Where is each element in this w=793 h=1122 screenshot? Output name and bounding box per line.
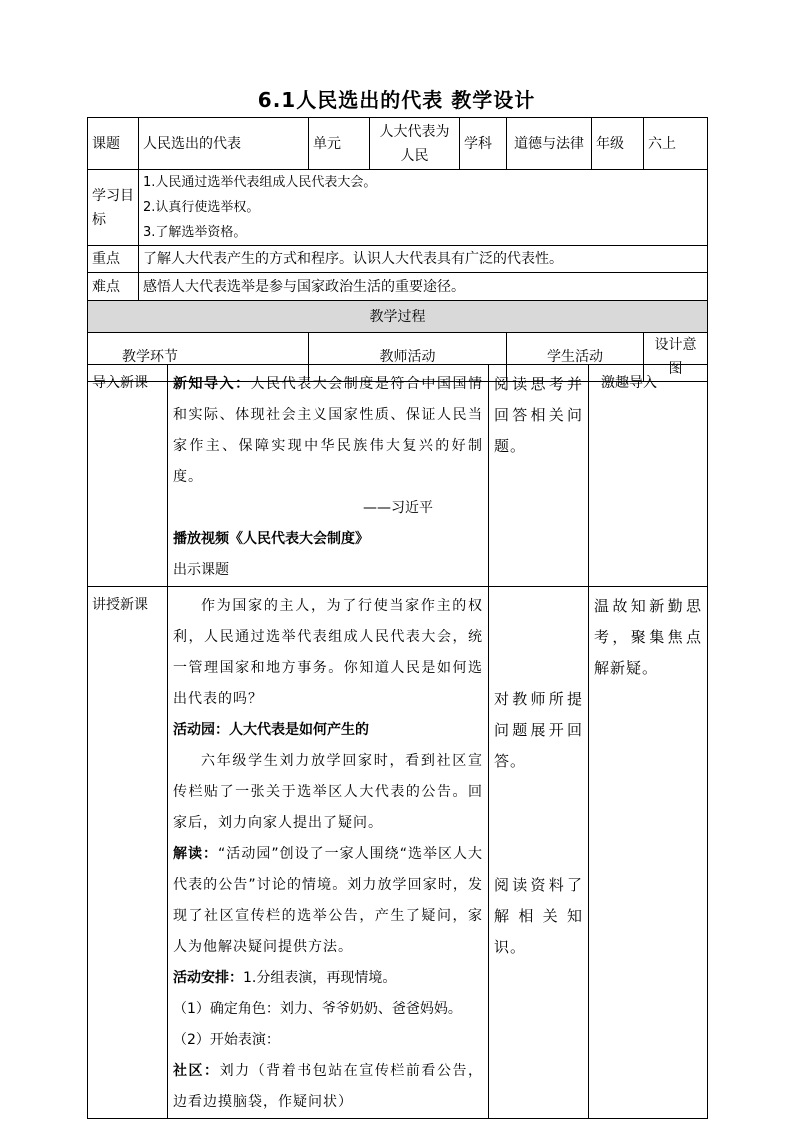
header-intent: 设计意图 [644, 333, 708, 382]
student-read: 阅读资料了解相关知识。 [494, 876, 583, 956]
course-label: 课题 [88, 118, 139, 170]
grade-value: 六上 [644, 118, 708, 170]
lesson-plan-table [87, 117, 708, 382]
key-row [88, 246, 708, 273]
process-table [87, 364, 708, 1119]
unit-value: 人大代表为人民 [370, 118, 460, 170]
student-intro: 阅读思考并回答相关问题。 [489, 365, 589, 587]
goal-item: 1.人民通过选举代表组成人民代表大会。 [143, 175, 377, 190]
community-text: 刘力（背着书包站在宣传栏前看公告，边看边摸脑袋，作疑问状） [173, 1063, 484, 1110]
course-value: 人民选出的代表 [139, 118, 309, 170]
video-line: 播放视频《人民代表大会制度》 [173, 531, 369, 547]
header-teacher: 教师活动 [309, 333, 507, 382]
process-heading-row [88, 301, 708, 333]
section-new-row [88, 587, 708, 1119]
activity-title: 活动园：人大代表是如何产生的 [173, 722, 369, 738]
key-label: 重点 [88, 246, 139, 273]
teacher-intro [168, 365, 489, 587]
section-intro-row [88, 365, 708, 587]
stage-intro: 导入新课 [88, 365, 168, 587]
difficulty-value: 感悟人大代表选举是参与国家政治生活的重要途径。 [139, 273, 708, 301]
explain-label: 解读： [173, 846, 219, 862]
intent-intro: 激趣导入 [589, 365, 708, 587]
student-new [489, 587, 589, 1119]
new-p1: 作为国家的主人，为了行使当家作主的权利，人民通过选举代表组成人民代表大会，统一管理国家和地方事务。你知道人民是如何选出代表的吗？ [173, 598, 483, 707]
grade-label: 年级 [592, 118, 644, 170]
goals-label: 学习目标 [88, 170, 139, 246]
arrange-text: 1.分组表演，再现情境。 [243, 970, 397, 986]
difficulty-label: 难点 [88, 273, 139, 301]
teacher-new [168, 587, 489, 1119]
subject-value: 道德与法律 [507, 118, 592, 170]
unit-label: 单元 [309, 118, 370, 170]
step-2: （2）开始表演： [173, 1032, 280, 1048]
goals-list [139, 170, 708, 246]
quote-author: ——习近平 [363, 500, 433, 516]
key-value: 了解人大代表产生的方式和程序。认识人大代表具有广泛的代表性。 [139, 246, 708, 273]
page-title: 6.1人民选出的代表 教学设计 [257, 88, 536, 112]
info-row [88, 118, 708, 170]
goals-row [88, 170, 708, 246]
subject-label: 学科 [460, 118, 507, 170]
explain-text: “活动园”创设了一家人围绕“选举区人大代表的公告”讨论的情境。刘力放学回家时，发现了社区宣传栏的选举公告，产生了疑问，家人为他解决疑问提供方法。 [173, 846, 484, 955]
new-p2: 六年级学生刘力放学回家时，看到社区宣传栏贴了一张关于选举区人大代表的公告。回家后，刘力向家人提出了疑问。 [173, 753, 483, 831]
community-label: 社区： [173, 1063, 220, 1079]
header-student: 学生活动 [507, 333, 644, 382]
student-answer: 对教师所提问题展开回答。 [494, 690, 583, 770]
intro-text: 人民代表大会制度是符合中国国情和实际、体现社会主义国家性质、保证人民当家作主、保障实现中华民族伟大复兴的好制度。 [173, 376, 484, 485]
intro-label: 新知导入： [173, 376, 251, 392]
difficulty-row [88, 273, 708, 301]
goal-item: 3.了解选举资格。 [143, 225, 247, 240]
header-stage: 教学环节 [88, 333, 309, 382]
goal-item: 2.认真行使选举权。 [143, 200, 260, 215]
arrange-label: 活动安排： [173, 970, 243, 986]
step-1: （1）确定角色：刘力、爷爷奶奶、爸爸妈妈。 [173, 1001, 462, 1017]
show-topic: 出示课题 [173, 562, 229, 578]
intent-new: 温故知新勤思考，聚集焦点解新疑。 [589, 587, 708, 1119]
stage-new: 讲授新课 [88, 587, 168, 1119]
process-heading: 教学过程 [88, 301, 708, 333]
